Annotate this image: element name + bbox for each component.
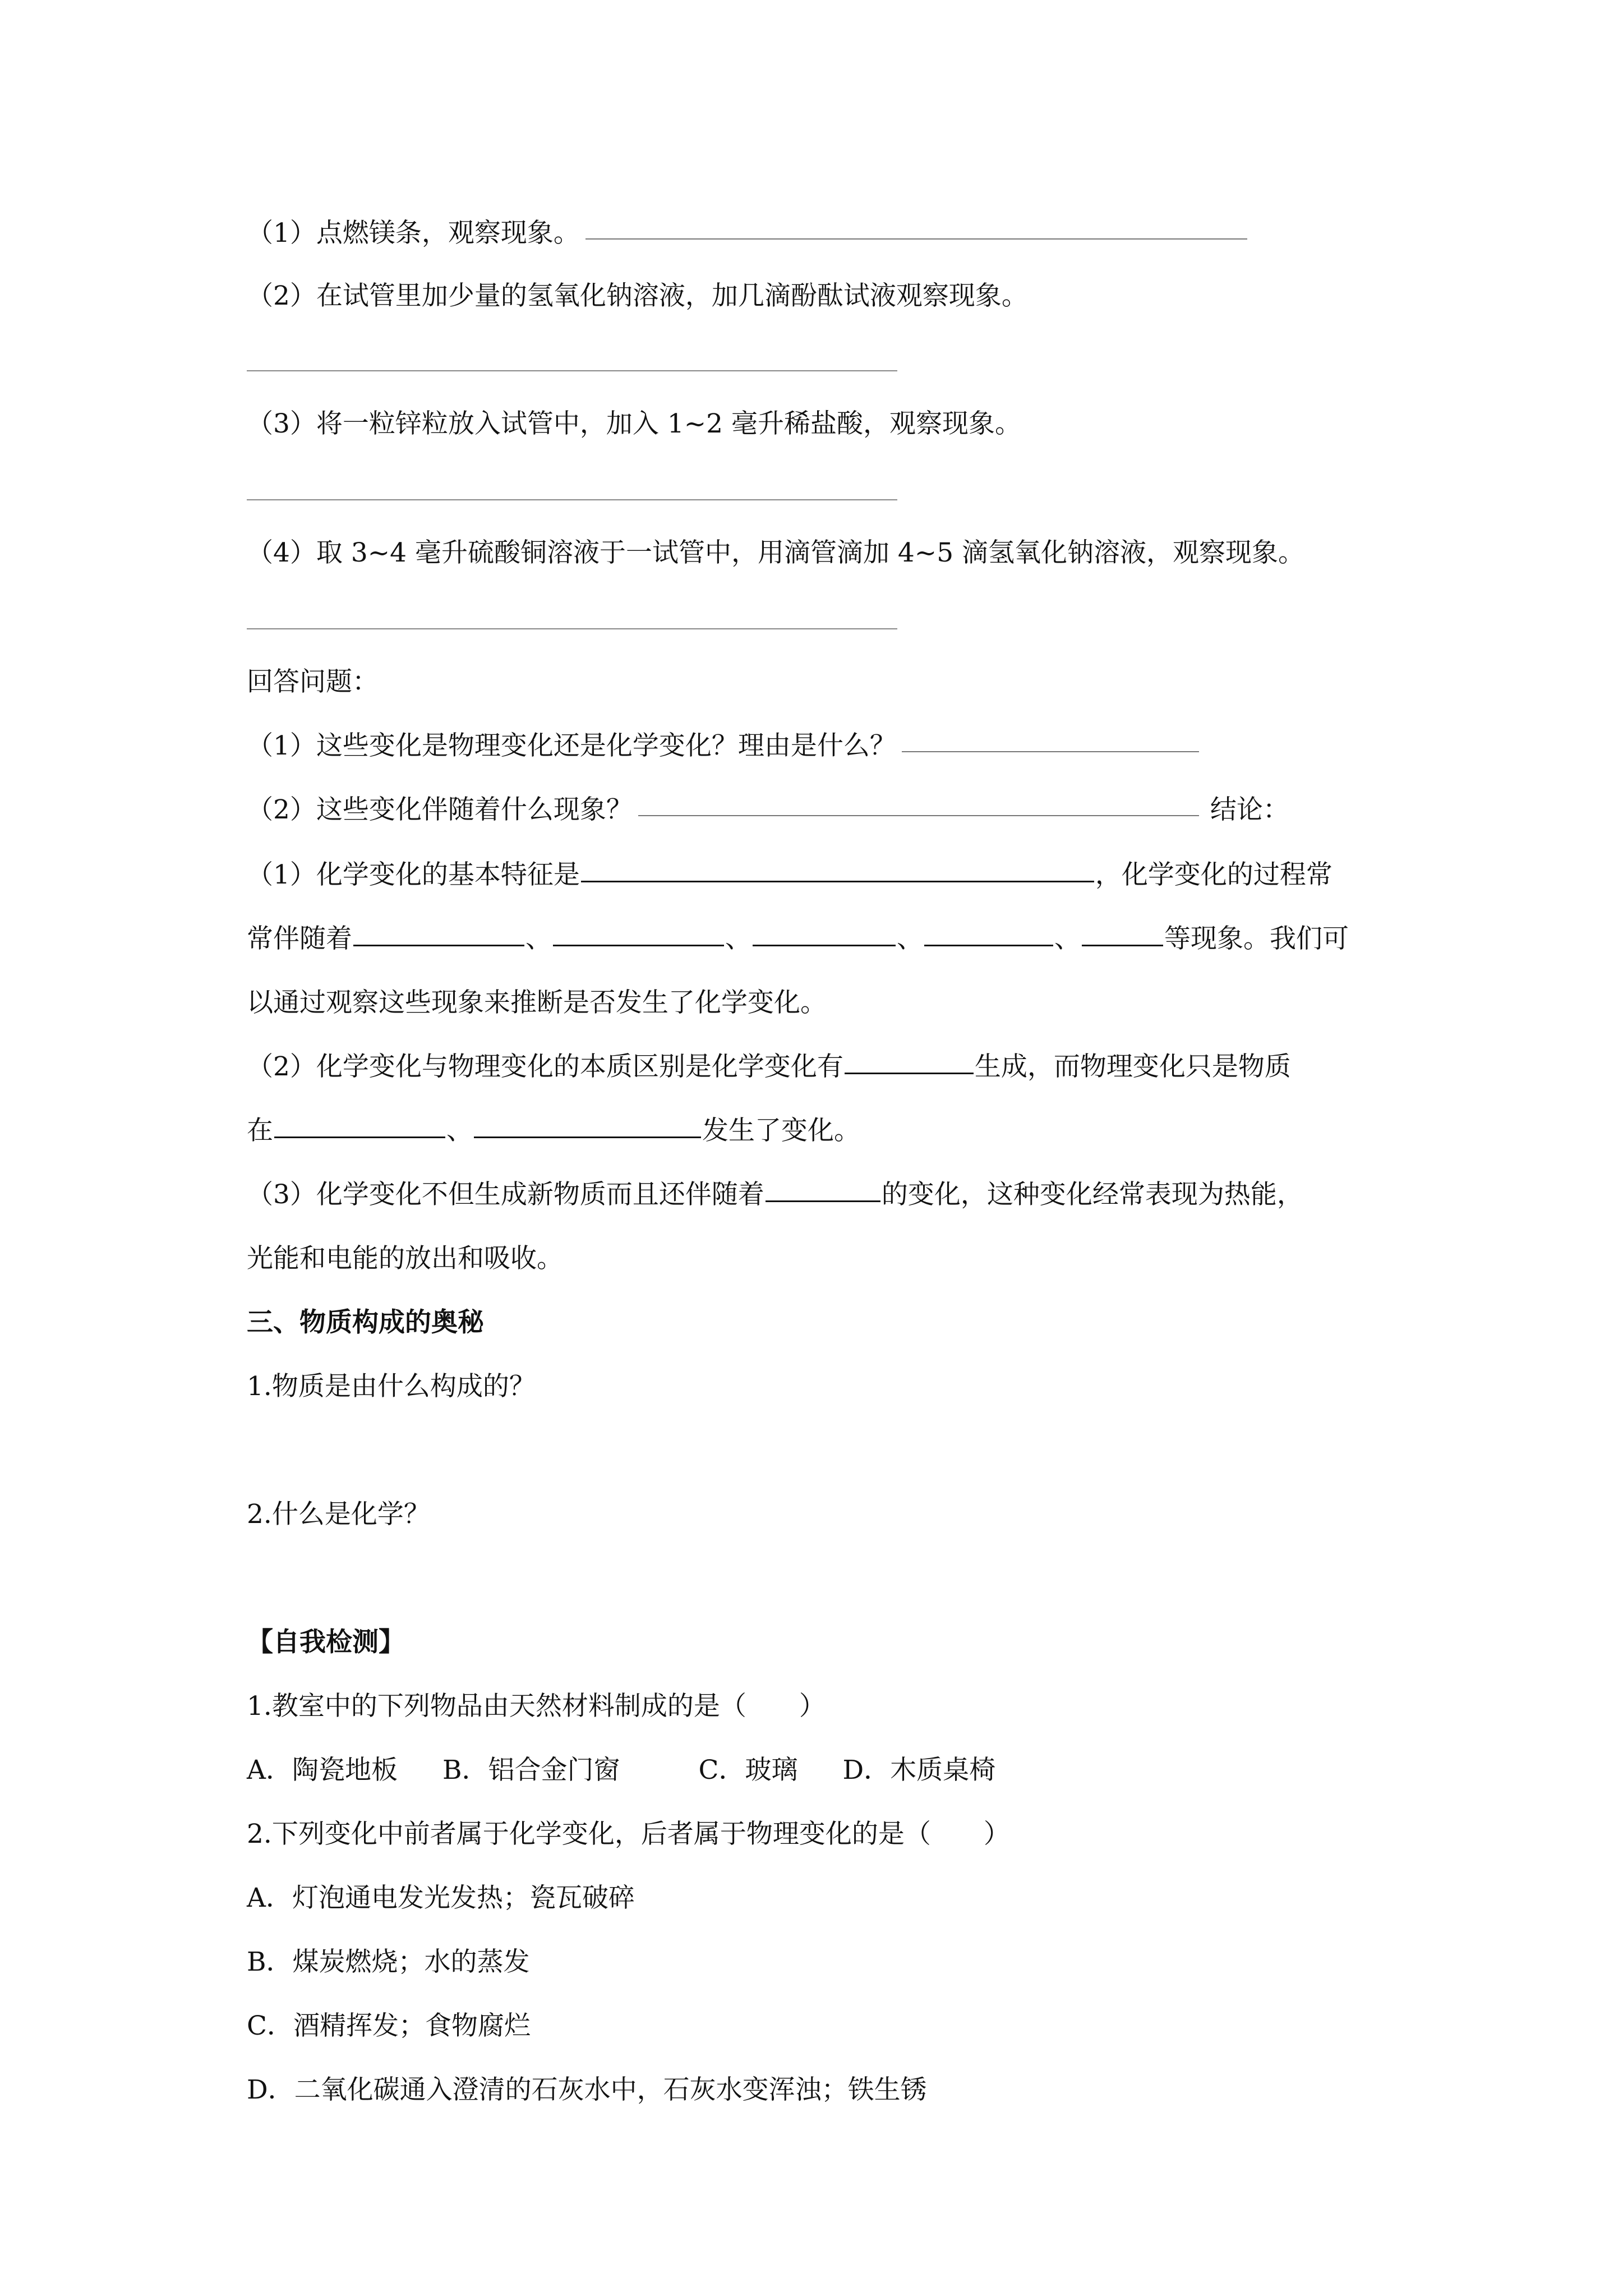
answer-blank [902, 751, 1199, 752]
fill-blank [753, 945, 896, 946]
option-a: A．陶瓷地板 [247, 1755, 398, 1786]
experiment-3: （3）将一粒锌粒放入试管中，加入 1~2 毫升稀盐酸，观察现象。 [247, 408, 1021, 439]
section-3-title: 三、物质构成的奥秘 [247, 1307, 484, 1338]
answer-blank [585, 238, 1247, 240]
conclusion-1-line-2: 常伴随着 、 、 、 、 等现象。我们可 [247, 923, 1349, 954]
answer-question-1: （1）这些变化是物理变化还是化学变化？理由是什么？ [247, 729, 1199, 763]
option-d: D．木质桌椅 [842, 1755, 996, 1786]
fill-blank [474, 1137, 701, 1138]
fill-blank [553, 945, 724, 946]
experiment-4: （4）取 3~4 毫升硫酸铜溶液于一试管中，用滴管滴加 4~5 滴氢氧化钠溶液，观察现象。 [247, 537, 1305, 568]
answer-blank [638, 815, 1199, 816]
answer-rule [247, 370, 897, 371]
conclusion-2-line-1: （2）化学变化与物理变化的本质区别是化学变化有 生成，而物理变化只是物质 [247, 1051, 1291, 1082]
question-2-option-d: D．二氧化碳通入澄清的石灰水中，石灰水变浑浊；铁生锈 [247, 2074, 927, 2105]
option-c: C．玻璃 [698, 1755, 798, 1786]
conclusion-1-line-1: （1）化学变化的基本特征是 ，化学变化的过程常 [247, 859, 1332, 890]
fill-blank [766, 1200, 880, 1202]
experiment-2: （2）在试管里加少量的氢氧化钠溶液，加几滴酚酞试液观察现象。 [247, 280, 1028, 311]
fill-blank [845, 1073, 974, 1074]
question-1-options [247, 1754, 995, 1787]
self-test-question-1: 1.教室中的下列物品由天然材料制成的是（ ） [247, 1691, 826, 1722]
question-2-option-c: C．酒精挥发；食物腐烂 [247, 2010, 531, 2041]
conclusion-1-line-3: 以通过观察这些现象来推断是否发生了化学变化。 [247, 987, 827, 1018]
question-2-option-a: A．灯泡通电发光发热；瓷瓦破碎 [247, 1883, 635, 1913]
section-3-question-2: 2.什么是化学？ [247, 1499, 430, 1530]
section-3-question-1: 1.物质是由什么构成的？ [247, 1371, 536, 1402]
self-test-title: 【自我检测】 [247, 1627, 405, 1658]
fill-blank [353, 945, 524, 946]
fill-blank [924, 945, 1053, 946]
fill-blank [274, 1137, 445, 1138]
answer-rule [247, 499, 897, 500]
conclusion-2-line-2: 在 、 发生了变化。 [247, 1115, 860, 1146]
answer-question-2: （2）这些变化伴随着什么现象？ 结论： [247, 794, 1289, 825]
self-test-question-2: 2.下列变化中前者属于化学变化，后者属于物理变化的是（ ） [247, 1819, 1010, 1849]
option-b: B．铝合金门窗 [442, 1755, 620, 1786]
answer-rule [247, 628, 897, 629]
conclusion-3-line-1: （3）化学变化不但生成新物质而且还伴随着 的变化，这种变化经常表现为热能， [247, 1179, 1303, 1210]
question-2-option-b: B．煤炭燃烧；水的蒸发 [247, 1947, 530, 1977]
fill-blank [1082, 945, 1163, 946]
fill-blank [581, 881, 1094, 882]
answers-heading: 回答问题： [247, 666, 379, 697]
conclusion-3-line-2: 光能和电能的放出和吸收。 [247, 1243, 563, 1274]
experiment-1: （1）点燃镁条，观察现象。 [247, 217, 1247, 250]
